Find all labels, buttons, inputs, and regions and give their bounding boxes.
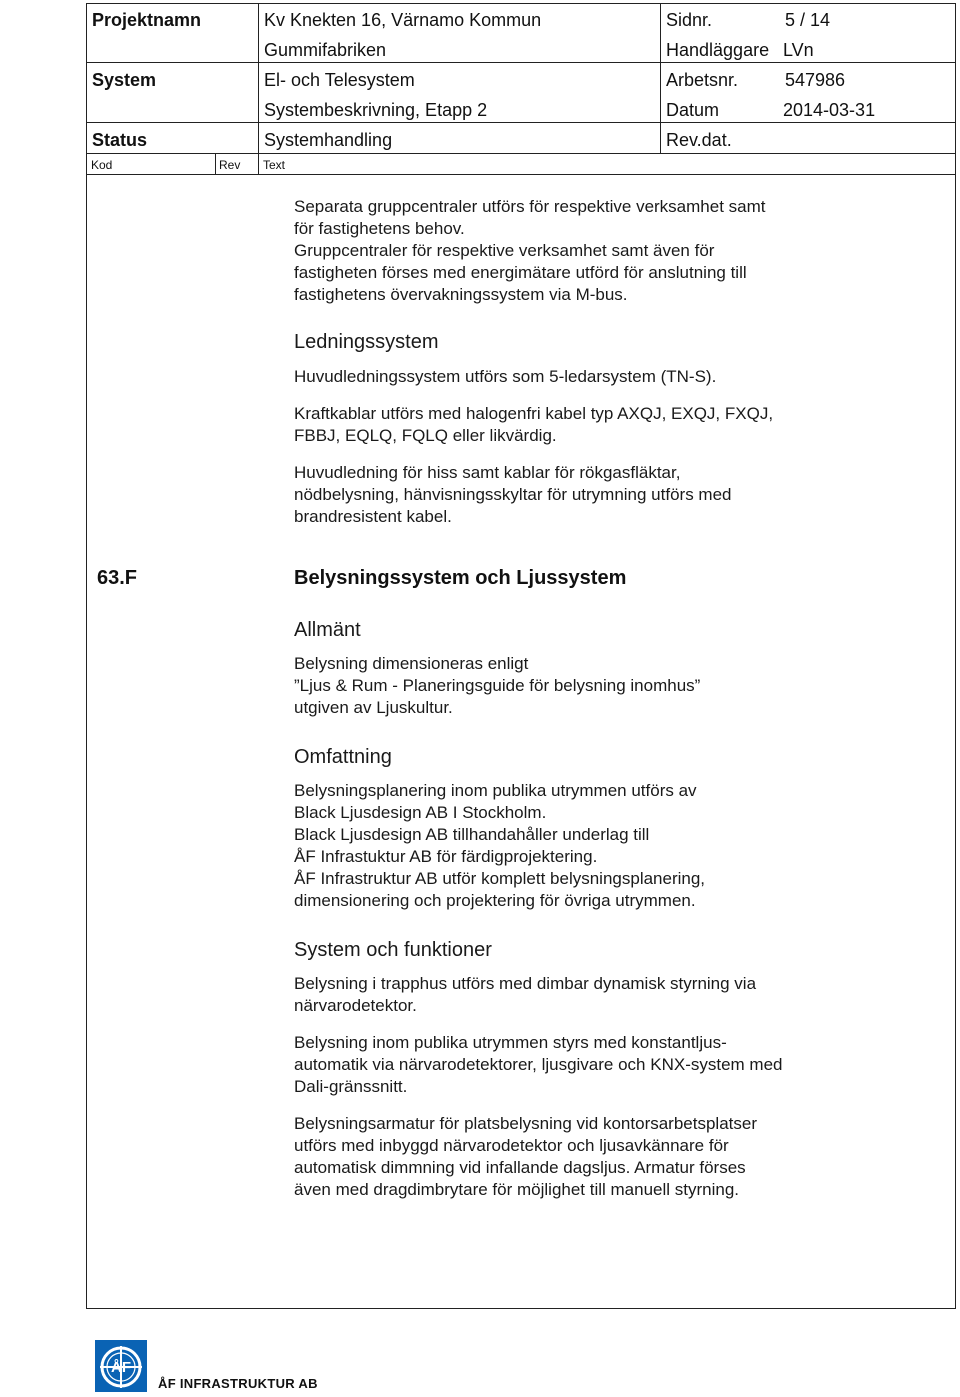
subheading-system-och-funktioner: System och funktioner [294, 939, 492, 961]
af-logo-graphic [95, 1340, 147, 1392]
paragraph-line: Belysningsplanering inom publika utrymmen utförs av [294, 781, 697, 800]
header-divider [86, 122, 956, 123]
paragraph-line: närvarodetektor. [294, 996, 417, 1015]
header-divider [86, 153, 956, 154]
arbetsnr-value: 547986 [785, 70, 846, 90]
paragraph-line: Belysningsarmatur för platsbelysning vid kontorsarbetsplatser [294, 1114, 758, 1133]
paragraph-line: brandresistent kabel. [294, 507, 452, 526]
status-value: Systemhandling [264, 130, 393, 150]
paragraph-line: Belysning dimensioneras enligt [294, 654, 529, 673]
arbetsnr-label: Arbetsnr. [666, 70, 739, 90]
sidnr-label: Sidnr. [666, 10, 713, 30]
paragraph-line: dimensionering och projektering för övriga utrymmen. [294, 891, 696, 910]
paragraph-line: ÅF Infrastruktur AB utför komplett belysningsplanering, [294, 869, 706, 888]
system-subvalue: Systembeskrivning, Etapp 2 [264, 100, 488, 120]
header-divider [86, 62, 956, 63]
paragraph-line: Kraftkablar utförs med halogenfri kabel typ AXQJ, EXQJ, FXQJ, [294, 404, 774, 423]
sidnr-value: 5 / 14 [785, 10, 831, 30]
projektnamn-label: Projektnamn [92, 10, 202, 30]
section-title: Belysningssystem och Ljussystem [294, 567, 627, 589]
paragraph-line: FBBJ, EQLQ, FQLQ eller likvärdig. [294, 426, 557, 445]
header-divider [660, 3, 661, 153]
section-code: 63.F [97, 567, 138, 589]
header-divider [215, 153, 216, 175]
company-name: ÅF INFRASTRUKTUR AB [158, 1376, 318, 1391]
paragraph-line: Separata gruppcentraler utförs för respektive verksamhet samt [294, 197, 766, 216]
revdat-label: Rev.dat. [666, 130, 732, 150]
projektnamn-subvalue: Gummifabriken [264, 40, 387, 60]
paragraph-line: automatik via närvarodetektorer, ljusgivare och KNX-system med [294, 1055, 783, 1074]
subheading-omfattning: Omfattning [294, 746, 392, 768]
paragraph-line: för fastighetens behov. [294, 219, 465, 238]
subheading-allmant: Allmänt [294, 619, 361, 641]
column-text: Text [263, 158, 286, 172]
header-divider [258, 3, 259, 175]
paragraph-line: Huvudledningssystem utförs som 5-ledarsystem (TN-S). [294, 367, 717, 386]
af-logo-mark: ÅF [111, 1359, 131, 1376]
handlaggare-label: Handläggare [666, 40, 770, 60]
paragraph-line: ”Ljus & Rum - Planeringsguide för belysning inomhus” [294, 676, 701, 695]
paragraph-line: utgiven av Ljuskultur. [294, 698, 453, 717]
datum-value: 2014-03-31 [783, 100, 876, 120]
paragraph-line: Belysning i trapphus utförs med dimbar dynamisk styrning via [294, 974, 757, 993]
system-label: System [92, 70, 157, 90]
paragraph-line: även med dragdimbrytare för möjlighet till manuell styrning. [294, 1180, 740, 1199]
column-rev: Rev [219, 158, 241, 172]
projektnamn-value: Kv Knekten 16, Värnamo Kommun [264, 10, 542, 30]
status-label: Status [92, 130, 148, 150]
subheading-ledningssystem: Ledningssystem [294, 331, 439, 353]
paragraph-line: Dali-gränssnitt. [294, 1077, 408, 1096]
paragraph-line: utförs med inbyggd närvarodetektor och ljusavkännare för [294, 1136, 729, 1155]
paragraph-line: Gruppcentraler för respektive verksamhet samt även för [294, 241, 715, 260]
paragraph-line: Huvudledning för hiss samt kablar för rökgasfläktar, [294, 463, 681, 482]
datum-label: Datum [666, 100, 720, 120]
paragraph-line: Black Ljusdesign AB I Stockholm. [294, 803, 547, 822]
af-logo-icon [95, 1340, 147, 1392]
paragraph-line: fastigheten förses med energimätare utförd för anslutning till [294, 263, 747, 282]
paragraph-line: Belysning inom publika utrymmen styrs med konstantljus- [294, 1033, 727, 1052]
paragraph-line: Black Ljusdesign AB tillhandahåller underlag till [294, 825, 650, 844]
paragraph-line: automatisk dimmning vid infallande dagsljus. Armatur förses [294, 1158, 746, 1177]
system-value: El- och Telesystem [264, 70, 415, 90]
handlaggare-value: LVn [783, 40, 814, 60]
column-kod: Kod [91, 158, 113, 172]
paragraph-line: ÅF Infrastuktur AB för färdigprojektering. [294, 847, 598, 866]
paragraph-line: nödbelysning, hänvisningsskyltar för utrymning utförs med [294, 485, 732, 504]
paragraph-line: fastighetens övervakningssystem via M-bus. [294, 285, 628, 304]
